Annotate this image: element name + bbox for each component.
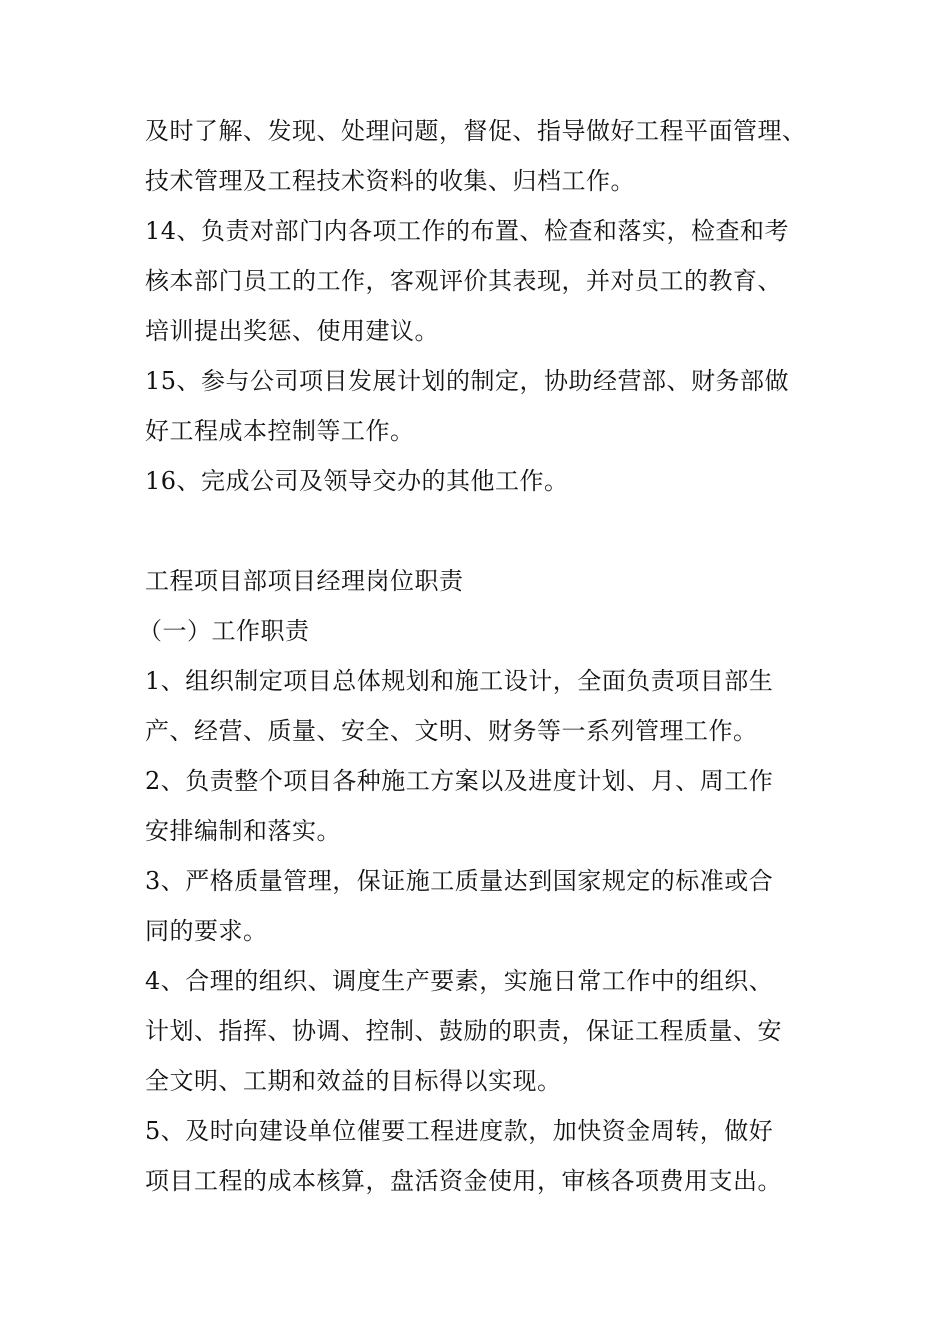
- text-line: 技术管理及工程技术资料的收集、归档工作。: [145, 167, 635, 195]
- text-line: 同的要求。: [145, 917, 268, 945]
- text-line: 16、完成公司及领导交办的其他工作。: [145, 467, 569, 495]
- text-line: 4、合理的组织、调度生产要素，实施日常工作中的组织、: [145, 967, 774, 995]
- text-line: 15、参与公司项目发展计划的制定，协助经营部、财务部做: [145, 367, 790, 395]
- text-line: 安排编制和落实。: [145, 817, 341, 845]
- subsection-heading: （一）工作职责: [138, 617, 310, 645]
- text-line: 2、负责整个项目各种施工方案以及进度计划、月、周工作: [145, 767, 774, 795]
- text-line: 培训提出奖惩、使用建议。: [145, 317, 439, 345]
- text-line: 项目工程的成本核算，盘活资金使用，审核各项费用支出。: [145, 1167, 782, 1195]
- text-line: 产、经营、质量、安全、文明、财务等一系列管理工作。: [145, 717, 758, 745]
- section-title: 工程项目部项目经理岗位职责: [145, 567, 464, 595]
- text-line: 全文明、工期和效益的目标得以实现。: [145, 1067, 562, 1095]
- text-line: 好工程成本控制等工作。: [145, 417, 415, 445]
- text-line: 1、组织制定项目总体规划和施工设计，全面负责项目部生: [145, 667, 774, 695]
- text-line: 及时了解、发现、处理问题，督促、指导做好工程平面管理、: [145, 117, 807, 145]
- text-line: 核本部门员工的工作，客观评价其表现，并对员工的教育、: [145, 267, 782, 295]
- text-line: 计划、指挥、协调、控制、鼓励的职责，保证工程质量、安: [145, 1017, 782, 1045]
- text-line: 5、及时向建设单位催要工程进度款，加快资金周转，做好: [145, 1117, 774, 1145]
- text-line: 3、严格质量管理，保证施工质量达到国家规定的标准或合: [145, 867, 774, 895]
- text-line: 14、负责对部门内各项工作的布置、检查和落实，检查和考: [145, 217, 790, 245]
